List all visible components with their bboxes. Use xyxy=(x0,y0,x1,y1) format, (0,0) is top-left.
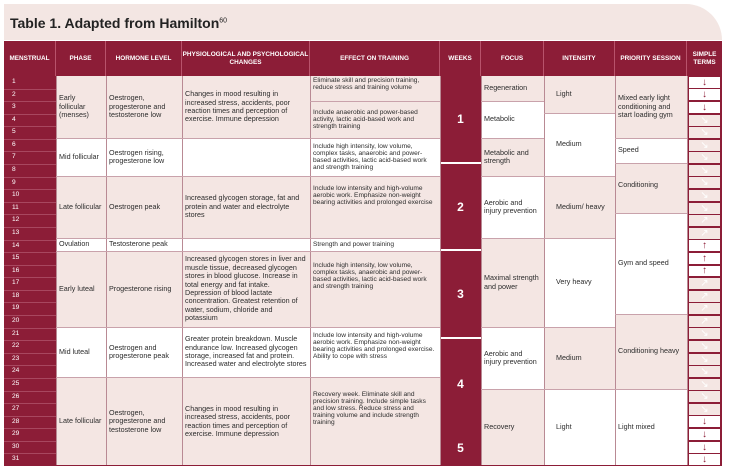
cell-divider xyxy=(310,251,440,252)
row-divider xyxy=(4,240,56,241)
hormone-cell: Oestrogen peak xyxy=(106,176,182,238)
hormone-cell: Oestrogen, progesterone and testosterone low xyxy=(106,377,182,466)
row-divider xyxy=(4,365,56,366)
header-hormone: HORMONE LEVEL xyxy=(106,41,182,76)
trend-arrow-icon: ↓ xyxy=(689,454,720,465)
focus-cell: Recovery xyxy=(481,389,544,466)
row-divider xyxy=(4,177,56,178)
focus-cell: Aerobic and injury prevention xyxy=(481,176,544,238)
hormone-cell: Oestrogen and progesterone peak xyxy=(106,327,182,377)
day-number: 6 xyxy=(12,140,16,148)
intensity-cell: Very heavy xyxy=(544,238,615,327)
trend-arrow-icon: ↘ xyxy=(689,165,720,176)
row-divider xyxy=(4,315,56,316)
cell-divider xyxy=(310,101,440,102)
changes-cell: Changes in mood resulting in increased stress, accidents, poor reaction times and perception of exercise. Immune depression xyxy=(182,377,310,466)
intensity-cell: Medium xyxy=(544,113,615,176)
trend-arrow-icon: ↘ xyxy=(689,379,720,390)
column-divider xyxy=(615,76,616,466)
week-cell: 2 xyxy=(440,164,481,251)
row-divider xyxy=(4,340,56,341)
header-menstrual: MENSTRUAL xyxy=(4,41,56,76)
cell-divider xyxy=(56,138,310,139)
header-priority: PRIORITY SESSION xyxy=(615,41,687,76)
row-divider xyxy=(4,441,56,442)
cell-divider xyxy=(56,377,310,378)
cell-divider xyxy=(56,327,310,328)
cell-divider xyxy=(56,238,310,239)
hormone-cell: Oestrogen rising, progesterone low xyxy=(106,138,182,176)
week-cell: 3 xyxy=(440,251,481,339)
header-weeks: WEEKS xyxy=(440,41,481,76)
row-divider xyxy=(4,328,56,329)
trend-arrow-icon: ↗ xyxy=(689,303,720,314)
trend-arrow-icon: ↗ xyxy=(689,278,720,289)
cell-divider xyxy=(310,138,440,139)
cell-divider xyxy=(481,101,544,102)
row-divider xyxy=(4,252,56,253)
day-number: 28 xyxy=(12,417,20,425)
focus-cell: Metabolic and strength xyxy=(481,138,544,176)
row-divider xyxy=(4,114,56,115)
phase-cell: Early luteal xyxy=(56,251,106,327)
hormone-cell: Progesterone rising xyxy=(106,251,182,327)
day-number: 1 xyxy=(12,78,16,85)
row-divider xyxy=(4,378,56,379)
cell-divider xyxy=(544,327,615,328)
day-number: 29 xyxy=(12,430,20,438)
trend-arrow-icon: ↘ xyxy=(689,341,720,352)
day-number: 25 xyxy=(12,379,20,387)
focus-cell: Maximal strength and power xyxy=(481,238,544,327)
trend-arrow-icon: ↑ xyxy=(689,266,720,277)
trend-arrow-icon: ↓ xyxy=(689,77,720,88)
day-number: 21 xyxy=(12,329,20,337)
effect-cell: Include high intensity, low volume, complex tasks, anaerobic and power-based activities, lactic acid-based work and strength training xyxy=(310,251,440,327)
column-divider xyxy=(106,76,107,466)
row-divider xyxy=(4,227,56,228)
cell-divider xyxy=(481,176,544,177)
day-number: 14 xyxy=(12,241,20,249)
trend-arrow-icon: ↗ xyxy=(689,316,720,327)
row-divider xyxy=(4,164,56,165)
cell-divider xyxy=(615,163,687,164)
effect-cell: Strength and power training xyxy=(310,238,440,251)
cell-divider xyxy=(544,389,615,390)
cell-divider xyxy=(481,138,544,139)
changes-cell: Greater protein breakdown. Muscle endurance low. Increased glycogen storage, increased fat and protein. Increased water and electrolyte stores xyxy=(182,327,310,377)
focus-cell: Regeneration xyxy=(481,76,544,101)
trend-arrow-icon: ↘ xyxy=(689,404,720,415)
day-number: 18 xyxy=(12,291,20,299)
trend-arrow-icon: ↗ xyxy=(689,291,720,302)
trend-arrow-icon: ↓ xyxy=(689,442,720,453)
phase-cell: Late follicular xyxy=(56,377,106,466)
cell-divider xyxy=(310,327,440,328)
changes-cell: Increased glycogen storage, fat and protein and water and electrolyte stores xyxy=(182,176,310,238)
trend-arrow-icon: ↘ xyxy=(689,391,720,402)
week-cell: 4 xyxy=(440,339,481,429)
cell-divider xyxy=(544,113,615,114)
row-divider xyxy=(4,101,56,102)
trend-arrow-icon: ↘ xyxy=(689,354,720,365)
cell-divider xyxy=(481,238,544,239)
column-divider xyxy=(544,76,545,466)
intensity-cell: Medium xyxy=(544,327,615,389)
column-divider xyxy=(182,76,183,466)
hormone-cell: Oestrogen, progesterone and testosterone low xyxy=(106,76,182,138)
effect-cell: Include anaerobic and power-based activity, lactic acid-based work and strength training xyxy=(310,101,440,138)
phase-cell: Early follicular (menses) xyxy=(56,76,106,138)
intensity-cell: Medium/ heavy xyxy=(544,176,615,238)
row-divider xyxy=(4,391,56,392)
phase-cell: Mid follicular xyxy=(56,138,106,176)
effect-cell: Include low intensity and high-volume aerobic work. Emphasize non-weight bearing activities and prolonged exercise. Ability to cope with stress xyxy=(310,327,440,377)
day-number: 27 xyxy=(12,405,20,413)
day-number: 10 xyxy=(12,191,20,199)
day-number: 8 xyxy=(12,166,16,174)
cell-divider xyxy=(481,389,544,390)
priority-cell: Gym and speed xyxy=(615,213,687,314)
week-cell: 1 xyxy=(440,76,481,164)
cell-divider xyxy=(544,176,615,177)
day-number: 7 xyxy=(12,153,16,161)
row-divider xyxy=(4,202,56,203)
row-divider xyxy=(4,403,56,404)
priority-cell: Conditioning heavy xyxy=(615,314,687,389)
row-divider xyxy=(4,416,56,417)
header-phase: PHASE xyxy=(56,41,106,76)
day-number: 11 xyxy=(12,203,19,211)
trend-arrow-icon: ↓ xyxy=(689,102,720,113)
day-number: 9 xyxy=(12,178,16,186)
table-title: Table 1. Adapted from Hamilton$^{60}$ xyxy=(10,15,228,31)
day-number: 5 xyxy=(12,128,16,136)
cell-divider xyxy=(615,213,687,214)
hormone-cell: Testosterone peak xyxy=(106,238,182,251)
row-divider xyxy=(4,214,56,215)
changes-cell: Increased glycogen stores in liver and muscle tissue, decreased glycogen stores in blood glucose. Increase in total energy and fat intake. Depression of blood lactate concentration. Greatest retention of water, sodium, chloride and potassium xyxy=(182,251,310,327)
day-number: 30 xyxy=(12,442,20,450)
day-number: 26 xyxy=(12,392,20,400)
day-number: 4 xyxy=(12,115,16,123)
row-divider xyxy=(4,453,56,454)
phase-cell: Mid luteal xyxy=(56,327,106,377)
column-divider xyxy=(687,76,688,466)
day-number: 16 xyxy=(12,266,20,274)
trend-arrow-icon: ↘ xyxy=(689,328,720,339)
trend-arrow-icon: ↘ xyxy=(689,127,720,138)
column-divider xyxy=(56,76,57,466)
intensity-cell: Light xyxy=(544,389,615,466)
row-divider xyxy=(4,189,56,190)
table-bottom-border xyxy=(4,465,722,466)
cell-divider xyxy=(56,176,310,177)
column-divider xyxy=(310,76,311,466)
day-number: 15 xyxy=(12,254,20,262)
effect-cell: Include high intensity, low volume, complex tasks, anaerobic and power-based activities, lactic acid-based work and strength training xyxy=(310,138,440,176)
trend-arrow-icon: ↓ xyxy=(689,429,720,440)
header-effect: EFFECT ON TRAINING xyxy=(310,41,440,76)
trend-arrow-icon: ↓ xyxy=(689,89,720,100)
trend-arrow-icon: ↘ xyxy=(689,190,720,201)
trend-arrow-icon: ↘ xyxy=(689,152,720,163)
trend-arrow-icon: ↗ xyxy=(689,215,720,226)
priority-cell: Speed xyxy=(615,138,687,163)
day-number: 20 xyxy=(12,317,20,325)
day-number: 19 xyxy=(12,304,20,312)
row-divider xyxy=(4,151,56,152)
intensity-cell: Light xyxy=(544,76,615,113)
row-divider xyxy=(4,89,56,90)
trend-arrow-icon: ↘ xyxy=(689,203,720,214)
phase-cell: Ovulation xyxy=(56,238,106,251)
trend-arrow-icon: ↑ xyxy=(689,240,720,251)
row-divider xyxy=(4,277,56,278)
trend-arrow-icon: ↓ xyxy=(689,416,720,427)
cell-divider xyxy=(481,327,544,328)
header-focus: FOCUS xyxy=(481,41,544,76)
cell-divider xyxy=(310,176,440,177)
column-divider xyxy=(440,76,441,466)
row-divider xyxy=(4,290,56,291)
priority-cell: Mixed early light conditioning and start loading gym xyxy=(615,76,687,138)
week-cell: 5 xyxy=(440,429,481,466)
phase-cell: Late follicular xyxy=(56,176,106,238)
row-divider xyxy=(4,302,56,303)
trend-arrow-icon: ↘ xyxy=(689,177,720,188)
effect-cell: Recovery week. Eliminate skill and precision training. Include simple tasks and low stress. Reduce stress and training volume and include strength training xyxy=(310,377,440,466)
row-divider xyxy=(4,353,56,354)
priority-cell: Conditioning xyxy=(615,163,687,213)
cell-divider xyxy=(615,389,687,390)
cell-divider xyxy=(615,314,687,315)
day-number: 2 xyxy=(12,90,16,98)
day-number: 23 xyxy=(12,354,20,362)
effect-cell: Include low intensity and high-volume aerobic work. Emphasize non-weight bearing activities and prolonged exercise xyxy=(310,176,440,238)
day-number: 31 xyxy=(12,455,20,463)
day-number: 13 xyxy=(12,228,20,236)
effect-cell: Eliminate skill and precision training, reduce stress and training volume xyxy=(310,76,440,101)
cell-divider xyxy=(310,238,440,239)
changes-cell xyxy=(182,238,310,251)
trend-arrow-icon: ↘ xyxy=(689,366,720,377)
header-intensity: INTENSITY xyxy=(544,41,615,76)
day-number: 3 xyxy=(12,103,16,111)
changes-cell: Changes in mood resulting in increased stress, accidents, poor reaction times and perception of exercise. Immune depression xyxy=(182,76,310,138)
day-number: 12 xyxy=(12,216,20,224)
focus-cell: Metabolic xyxy=(481,101,544,138)
header-changes: PHYSIOLOGICAL AND PSYCHOLOGICAL CHANGES xyxy=(182,41,310,76)
row-divider xyxy=(4,265,56,266)
changes-cell xyxy=(182,138,310,176)
cell-divider xyxy=(615,138,687,139)
column-divider xyxy=(481,76,482,466)
priority-cell: Light mixed xyxy=(615,389,687,466)
day-number: 24 xyxy=(12,367,20,375)
header-simple-terms: SIMPLE TERMS xyxy=(687,41,722,76)
trend-arrow-icon: ↘ xyxy=(689,140,720,151)
row-divider xyxy=(4,126,56,127)
trend-arrow-icon: ↗ xyxy=(689,228,720,239)
row-divider xyxy=(4,428,56,429)
day-number: 22 xyxy=(12,342,20,350)
day-number: 17 xyxy=(12,279,20,287)
trend-arrow-icon: ↘ xyxy=(689,115,720,126)
cell-divider xyxy=(56,251,310,252)
trend-arrow-icon: ↑ xyxy=(689,253,720,264)
row-divider xyxy=(4,139,56,140)
cell-divider xyxy=(310,377,440,378)
focus-cell: Aerobic and injury prevention xyxy=(481,327,544,389)
cell-divider xyxy=(544,238,615,239)
